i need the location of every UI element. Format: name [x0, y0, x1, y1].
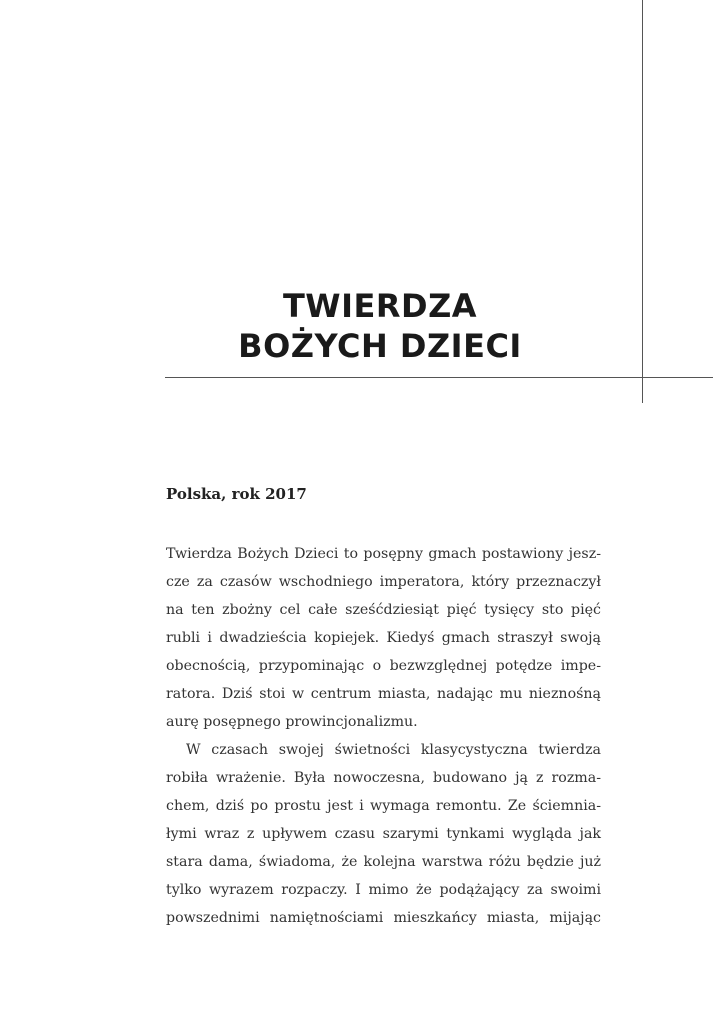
- title-rule: [165, 377, 713, 378]
- text-line: na ten zbożny cel całe sześćdziesiąt pięć tysięcy sto pięć: [166, 602, 601, 618]
- text-line: łymi wraz z upływem czasu szarymi tynkami wygląda jak: [166, 826, 601, 842]
- text-line: chem, dziś po prostu jest i wymaga remontu. Ze ściemnia-: [166, 798, 601, 814]
- text-line: tylko wyrazem rozpaczy. I mimo że podążający za swoimi: [166, 882, 601, 898]
- text-line: rubli i dwadzieścia kopiejek. Kiedyś gmach straszył swoją: [166, 630, 601, 646]
- paragraph: [166, 736, 601, 932]
- text-line: robiła wrażenie. Była nowoczesna, budowano ją z rozma-: [166, 770, 601, 786]
- chapter-title-line: TWIERDZA: [282, 287, 478, 325]
- text-line: stara dama, świadoma, że kolejna warstwa różu będzie już: [166, 854, 601, 870]
- chapter-title-line: BOŻYCH DZIECI: [238, 327, 522, 365]
- paragraph: [166, 540, 601, 736]
- chapter-body: [166, 540, 601, 932]
- text-line: powszednimi namiętnościami mieszkańcy miasta, mijając: [166, 910, 601, 926]
- text-line: W czasach swojej świetności klasycystyczna twierdza: [186, 742, 601, 758]
- text-line: cze za czasów wschodniego imperatora, który przeznaczył: [166, 574, 601, 590]
- text-line: obecnością, przypominając o bezwzględnej potędze impe-: [166, 658, 601, 674]
- chapter-title: [165, 286, 595, 366]
- text-line: ratora. Dziś stoi w centrum miasta, nadając mu nieznośną: [166, 686, 601, 702]
- text-line: Twierdza Bożych Dzieci to posępny gmach postawiony jesz-: [166, 546, 601, 562]
- text-line: aurę posępnego prowincjonalizmu.: [166, 714, 418, 730]
- crop-mark-vertical: [642, 0, 643, 403]
- chapter-subheading: Polska, rok 2017: [166, 485, 307, 503]
